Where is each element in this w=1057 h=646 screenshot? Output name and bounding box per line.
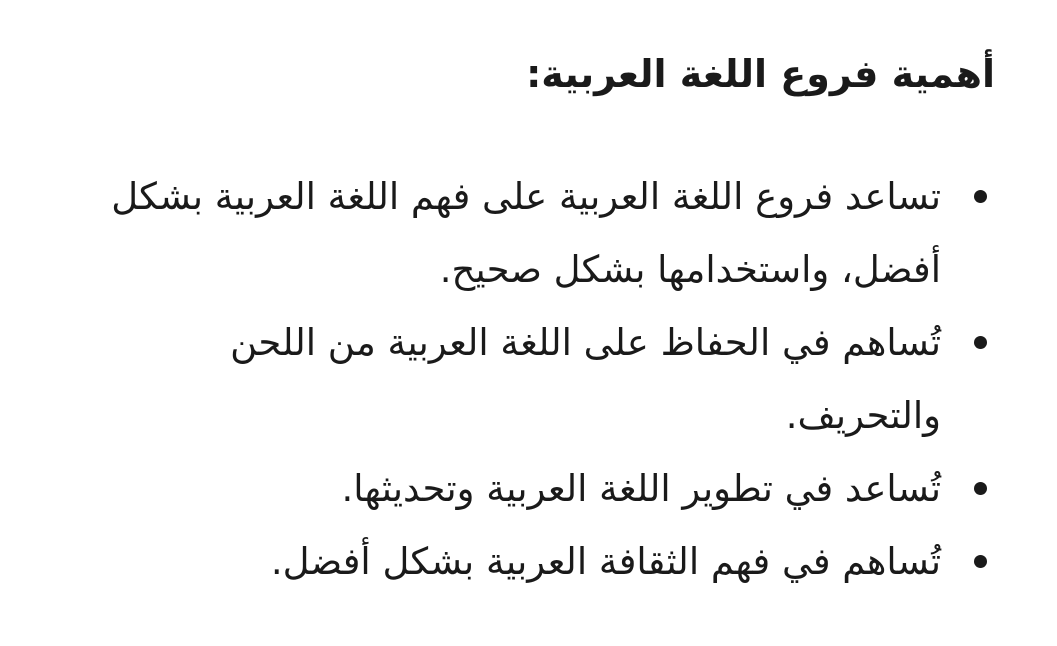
bullet-dot-icon [974,190,987,203]
list-item [70,306,995,452]
bullet-dot-icon [974,482,987,495]
list-item [70,525,995,598]
list-item-text: تُساهم في الحفاظ على اللغة العربية من اللحن والتحريف. [230,321,941,437]
list-item-text: تساعد فروع اللغة العربية على فهم اللغة العربية بشكل أفضل، واستخدامها بشكل صحيح. [111,175,941,291]
list-item-text: تُساعد في تطوير اللغة العربية وتحديثها. [341,467,941,510]
section-heading: أهمية فروع اللغة العربية: [526,52,995,96]
list-item [70,160,995,306]
list-item-text: تُساهم في فهم الثقافة العربية بشكل أفضل. [270,540,941,583]
list-item [70,452,995,525]
bullet-dot-icon [974,336,987,349]
importance-list [70,160,995,598]
bullet-dot-icon [974,555,987,568]
